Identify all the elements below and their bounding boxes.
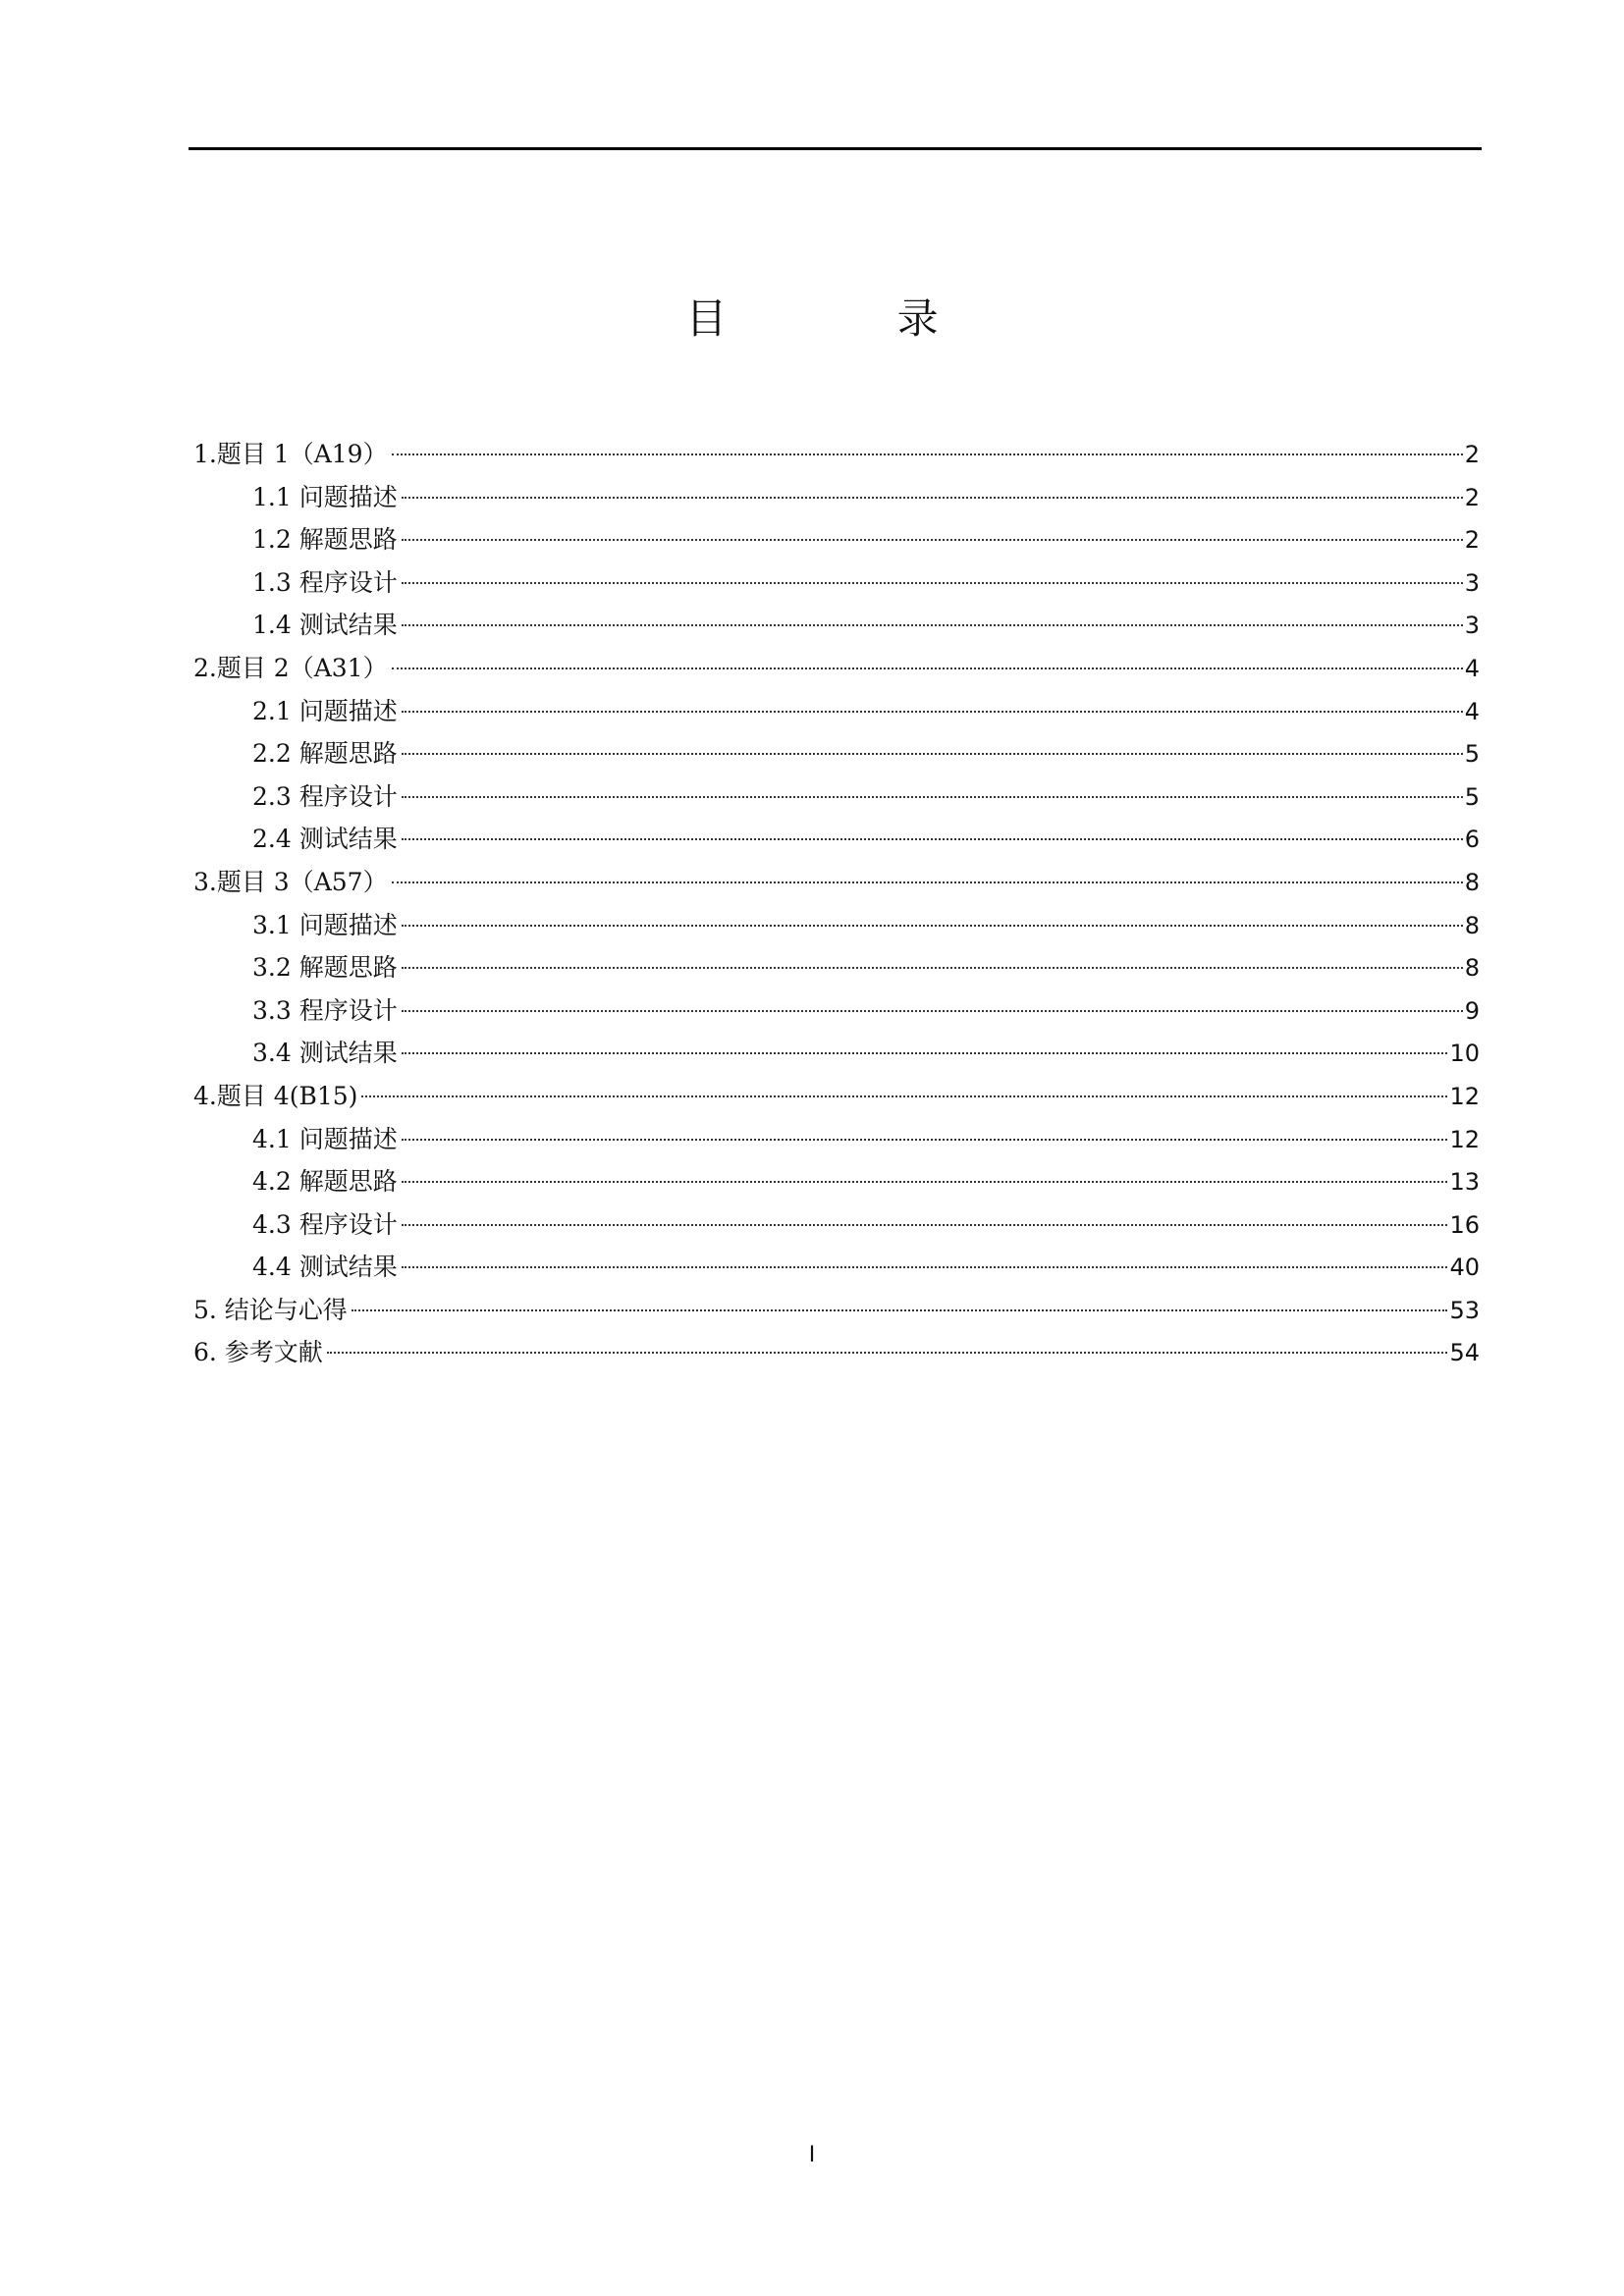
toc-dot-leader xyxy=(361,1095,1447,1097)
toc-entry[interactable] xyxy=(193,1331,1480,1374)
toc-entry-label: 4.1 问题描述 xyxy=(252,1124,398,1153)
toc-entry-page: 13 xyxy=(1449,1168,1480,1197)
toc-entry[interactable] xyxy=(193,647,1480,690)
toc-entry-page: 8 xyxy=(1464,911,1480,939)
toc-entry-label: 1.4 测试结果 xyxy=(252,611,398,640)
toc-entry-label: 3.2 解题思路 xyxy=(252,953,398,983)
toc-entry-label: 4.2 解题思路 xyxy=(252,1167,398,1197)
toc-dot-leader xyxy=(402,582,1463,584)
toc-dot-leader xyxy=(402,624,1463,626)
toc-dot-leader xyxy=(327,1352,1448,1354)
toc-entry-label: 3.3 程序设计 xyxy=(252,995,398,1025)
toc-entry[interactable] xyxy=(193,1203,1480,1247)
toc-entry[interactable] xyxy=(193,904,1480,947)
toc-entry-page: 4 xyxy=(1464,697,1480,725)
toc-entry[interactable] xyxy=(193,1289,1480,1332)
toc-entry[interactable] xyxy=(193,561,1480,605)
toc-entry-page: 3 xyxy=(1464,568,1480,597)
toc-dot-leader xyxy=(392,454,1463,455)
toc-entry-label: 3.1 问题描述 xyxy=(252,910,398,939)
toc-entry[interactable] xyxy=(193,604,1480,647)
toc-dot-leader xyxy=(402,1052,1448,1054)
toc-entry-page: 5 xyxy=(1464,740,1480,769)
toc-dot-leader xyxy=(402,1224,1448,1226)
toc-entry[interactable] xyxy=(193,861,1480,904)
toc-entry[interactable] xyxy=(193,476,1480,519)
toc-entry[interactable] xyxy=(193,1032,1480,1075)
toc-entry-label: 4.题目 4(B15) xyxy=(193,1081,358,1110)
table-of-contents xyxy=(193,433,1480,1374)
toc-entry[interactable] xyxy=(193,518,1480,561)
toc-entry-label: 5. 结论与心得 xyxy=(193,1295,348,1324)
toc-entry[interactable] xyxy=(193,433,1480,476)
toc-entry-label: 2.1 问题描述 xyxy=(252,696,398,725)
toc-entry[interactable] xyxy=(193,1075,1480,1118)
toc-dot-leader xyxy=(402,1181,1448,1183)
toc-dot-leader xyxy=(402,539,1463,541)
toc-entry[interactable] xyxy=(193,1118,1480,1161)
toc-entry[interactable] xyxy=(193,775,1480,819)
toc-title: 目 录 xyxy=(685,294,1017,343)
toc-entry-page: 2 xyxy=(1464,441,1480,468)
toc-entry-page: 2 xyxy=(1464,483,1480,511)
toc-entry-page: 9 xyxy=(1464,996,1480,1025)
toc-entry-page: 5 xyxy=(1464,782,1480,811)
toc-entry-label: 4.3 程序设计 xyxy=(252,1209,398,1239)
toc-entry-label: 3.4 测试结果 xyxy=(252,1039,398,1068)
toc-entry[interactable] xyxy=(193,946,1480,989)
toc-entry-label: 2.4 测试结果 xyxy=(252,825,398,854)
toc-entry-label: 6. 参考文献 xyxy=(193,1338,323,1367)
toc-entry-label: 2.题目 2（A31） xyxy=(193,653,388,682)
toc-dot-leader xyxy=(392,667,1463,669)
toc-dot-leader xyxy=(402,711,1463,713)
toc-entry-page: 6 xyxy=(1464,826,1480,854)
toc-entry[interactable] xyxy=(193,732,1480,775)
toc-dot-leader xyxy=(402,753,1463,755)
toc-dot-leader xyxy=(402,1139,1448,1141)
toc-dot-leader xyxy=(392,881,1463,883)
toc-entry[interactable] xyxy=(193,1160,1480,1203)
toc-dot-leader xyxy=(402,1010,1463,1012)
toc-entry-label: 1.3 程序设计 xyxy=(252,567,398,597)
toc-entry-label: 2.2 解题思路 xyxy=(252,739,398,769)
toc-dot-leader xyxy=(402,838,1463,840)
toc-entry-page: 54 xyxy=(1449,1339,1480,1367)
toc-dot-leader xyxy=(402,497,1463,499)
toc-entry[interactable] xyxy=(193,989,1480,1033)
toc-dot-leader xyxy=(402,967,1463,969)
toc-entry-label: 2.3 程序设计 xyxy=(252,781,398,811)
header-rule xyxy=(189,147,1482,150)
toc-entry-page: 2 xyxy=(1464,526,1480,555)
toc-entry-page: 10 xyxy=(1449,1040,1480,1068)
toc-dot-leader xyxy=(352,1309,1448,1311)
toc-entry-label: 3.题目 3（A57） xyxy=(193,867,388,896)
toc-entry-label: 1.2 解题思路 xyxy=(252,525,398,555)
toc-entry[interactable] xyxy=(193,818,1480,861)
toc-entry-page: 8 xyxy=(1464,868,1480,896)
toc-entry-page: 8 xyxy=(1464,954,1480,983)
toc-entry-page: 53 xyxy=(1449,1296,1480,1324)
toc-dot-leader xyxy=(402,796,1463,798)
toc-entry-page: 12 xyxy=(1449,1082,1480,1110)
toc-entry-label: 1.题目 1（A19） xyxy=(193,440,388,468)
toc-entry-label: 1.1 问题描述 xyxy=(252,482,398,511)
toc-entry-label: 4.4 测试结果 xyxy=(252,1253,398,1282)
toc-dot-leader xyxy=(402,1266,1448,1268)
toc-entry-page: 16 xyxy=(1449,1210,1480,1239)
toc-entry-page: 3 xyxy=(1464,612,1480,640)
toc-entry[interactable] xyxy=(193,690,1480,733)
toc-entry[interactable] xyxy=(193,1246,1480,1289)
toc-entry-page: 4 xyxy=(1464,654,1480,682)
toc-dot-leader xyxy=(402,925,1463,927)
page-number: I xyxy=(808,2143,816,2167)
toc-entry-page: 40 xyxy=(1449,1254,1480,1282)
toc-entry-page: 12 xyxy=(1449,1125,1480,1153)
